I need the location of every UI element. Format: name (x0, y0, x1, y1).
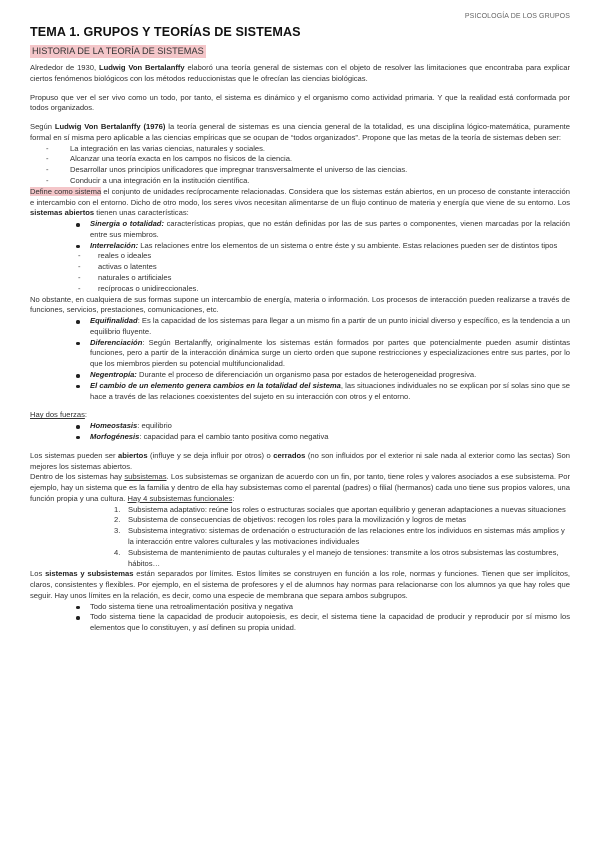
subsystems-list (30, 505, 570, 570)
paragraph-general-theory: Según Ludwig Von Bertalanffy (1976) la teoría general de sistemas es una ciencia general de la totalidad, es una disciplina lógico-matemática, puramente formal en sí misma pero aplicable a las ciencias empíricas que se ocupan de “todos organizados”. Propone que las metas de la teoría de sistemas deben ser: (30, 122, 570, 142)
list-item: Homeostasis: equilibrio (90, 421, 570, 432)
list-item: Negentropía: Durante el proceso de diferenciación un organismo pasa por estados de heterogeneidad progresiva. (90, 370, 570, 381)
list-item: 3. Subsistema integrativo: sistemas de ordenación o estructuración de las relaciones entre los individuos en sistemas más amplios y la interacción entre valores culturales y las motivaciones individuales (114, 526, 565, 546)
list-item: 4. Subsistema de mantenimiento de pautas culturales y el manejo de tensiones: transmite a los otros subsistemas las costumbres, hábitos… (114, 547, 559, 568)
characteristics-list (30, 219, 570, 251)
final-list (30, 602, 570, 634)
section-heading: HISTORIA DE LA TEORÍA DE SISTEMAS (30, 45, 206, 58)
characteristics-list-2 (30, 316, 570, 402)
relation-types-list (30, 251, 570, 294)
list-item: El cambio de un elemento genera cambios en la totalidad del sistema, las situaciones individuales no se explican por sí solas sino que se hace a través de las relaciones coexistentes del sujeto en su interacción con otros y el entorno. (90, 380, 570, 401)
list-item: Todo sistema tiene la capacidad de producir autopoiesis, es decir, el sistema tiene la capacidad de producir y reproducir por sí mismo los elementos que lo constituyen, y así definen su propia unidad. (90, 612, 570, 633)
list-item: - La integración en las varias ciencias, naturales y sociales. (70, 144, 570, 155)
paragraph-living-being: Propuso que ver el ser vivo como un todo, por tanto, el sistema es dinámico y el organismo como actividad primaria. Y que la realidad está conformada por todos organizados. (30, 92, 570, 113)
list-item: - Conducir a una integración en la institución científica. (70, 176, 570, 187)
list-item: Interrelación: Las relaciones entre los elementos de un sistema o entre éste y su ambiente. Estas relaciones pueden ser de distintos tipos (90, 241, 570, 252)
paragraph-exchange: No obstante, en cualquiera de sus formas supone un intercambio de energía, materia o información. Los procesos de interacción pueden realizarse a través de funciones, servicios, prestaciones, comunicaciones, etc. (30, 294, 570, 315)
highlight: Define como sistema (30, 186, 102, 196)
forces-title: Hay dos fuerzas: (30, 410, 87, 420)
document-title: TEMA 1. GRUPOS Y TEORÍAS DE SISTEMAS (30, 25, 301, 39)
list-item: - activas o latentes (98, 262, 570, 273)
list-item: Sinergia o totalidad: características propias, que no están definidas por las de sus partes o componentes, vienen marcadas por la relación entre sus miembros. (90, 219, 570, 239)
list-item: Diferenciación: Según Bertalanffy, originalmente los sistemas están formados por partes que potencialmente pueden asumir distintas funciones, pero a partir de la interacción dinámica surge un cierto orden que supone restricciones y especializaciones entre sus partes, por lo que los miembros pierden su potencial multifuncionalidad. (90, 337, 570, 369)
list-item: - recíprocas o unidireccionales. (98, 284, 570, 295)
list-item: 2. Subsistema de consecuencias de objetivos: recogen los roles para la movilización y logros de metas (114, 515, 467, 525)
paragraph-subsystems: Dentro de los sistemas hay subsistemas. Los subsistemas se organizan de acuerdo con un fin, por tanto, tiene roles y valores asociados a ese subsistema. Por ejemplo, hay un sistema que es la familia y dentro de ella hay subsistemas como el parental (padres) o filial (hermanos) cada uno tiene sus propios valores, una función propia y una cultura. Hay 4 subsistemas funcionales: (30, 472, 570, 503)
author-name: Ludwig Von Bertalanffy (98, 62, 185, 72)
paragraph-intro: Alrededor de 1930, Ludwig Von Bertalanffy elaboró una teoría general de sistemas con el objeto de resolver las limitaciones que encontraba para explicar ciertos fenómenos biológicos con los métodos reduccionistas que le ofrecían las ciencias biológicas. (30, 62, 570, 83)
list-item: 1. Subsistema adaptativo: reúne los roles o estructuras sociales que aportan equilibrio y generan adaptaciones a nuevas situaciones (114, 504, 566, 514)
forces-list (30, 421, 570, 443)
paragraph-system-definition: Define como sistema el conjunto de unidades recíprocamente relacionadas. Considera que los sistemas están abiertos, en un proceso de constante interacción e intercambio con el entorno. Dicho de otro modo, los seres vivos necesitan alimentarse de un flujo continuo de materia y energía que viene de su entorno. Los sistemas abiertos tienen unas características: (30, 186, 570, 218)
list-item: - reales o ideales (98, 251, 570, 262)
paragraph-open-closed: Los sistemas pueden ser abiertos (influye y se deja influir por otros) o cerrados (no son influidos por el exterior ni sale nada al exterior como las sectas) Son mejores los sistemas abiertos. (30, 450, 570, 471)
list-item: - Alcanzar una teoría exacta en los campos no físicos de la ciencia. (70, 154, 570, 165)
paragraph-limits: Los sistemas y subsistemas están separados por límites. Estos límites se construyen en función a los role, normas y funciones. Tienen que ser implícitos, claros, consistentes y flexibles. Por ejemplo, en el sistema de profesores y el de alumnos hay normas para relacionarse con los alumnos ya que hay roles que seguir. Hay unos límites en la relación, es decir, como una especie de membrana que separa ambos subgrupos. (30, 569, 570, 600)
goals-list (30, 144, 570, 187)
list-item: Equifinalidad: Es la capacidad de los sistemas para llegar a un mismo fin a partir de un punto inicial diverso y específico, es la tendencia a un equilibrio fluyente. (90, 316, 570, 336)
list-item: Morfogénesis: capacidad para el cambio tanto positiva como negativa (90, 432, 570, 443)
list-item: - naturales o artificiales (98, 273, 570, 284)
list-item: Todo sistema tiene una retroalimentación positiva y negativa (90, 602, 570, 613)
list-item: - Desarrollar unos principios unificadores que impregnar transversalmente el universo de las ciencias. (70, 165, 570, 176)
page-header: PSICOLOGÍA DE LOS GRUPOS (464, 13, 570, 20)
